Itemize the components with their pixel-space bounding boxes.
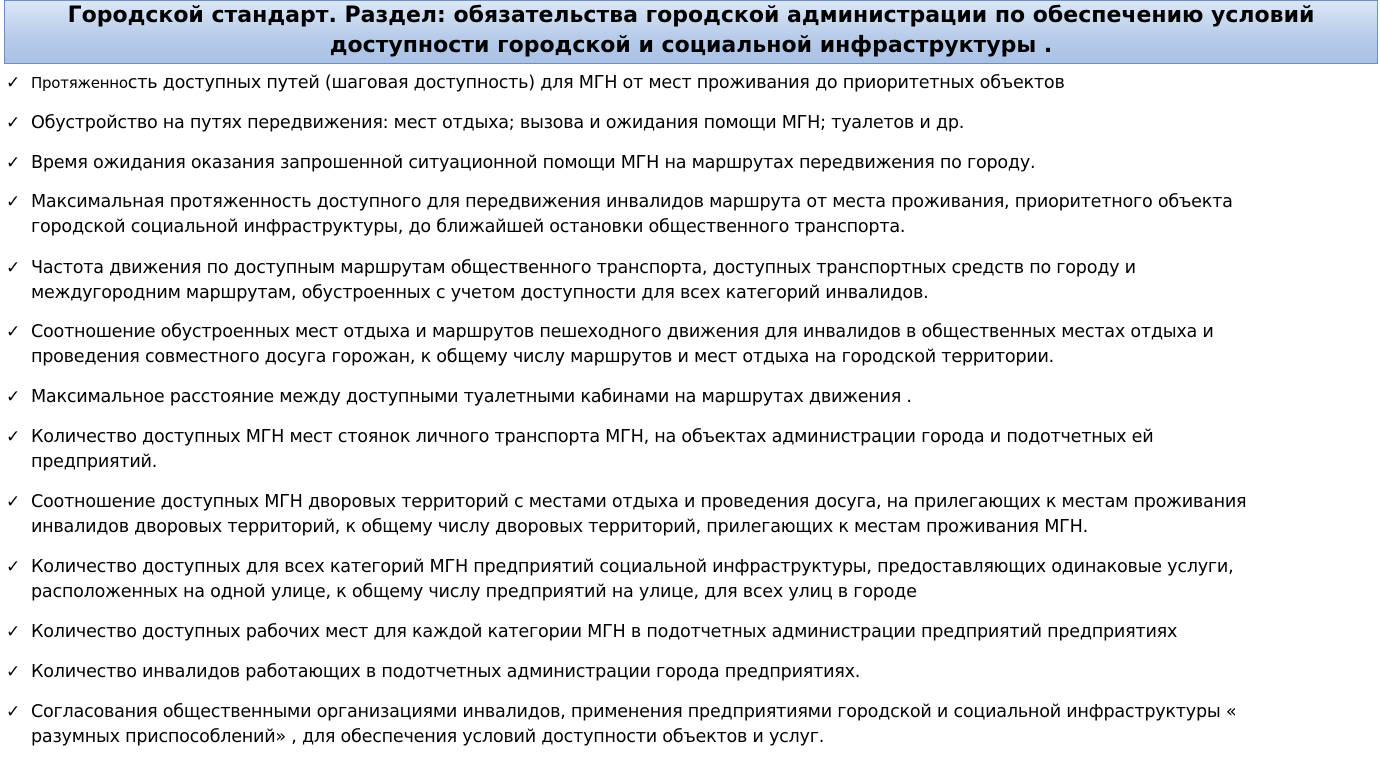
list-item-text: предприятий.	[31, 452, 158, 472]
title-banner	[4, 0, 1378, 64]
checkmark-icon: ✓	[6, 113, 21, 133]
list-item-text: Количество доступных рабочих мест для каждой категории МГН в подотчетных администрации предприятий предприятиях	[31, 622, 1178, 642]
list-item-text: Обустройство на путях передвижения: мест отдыха; вызова и ожидания помощи МГН; туалетов и др.	[31, 113, 965, 133]
checkmark-icon: ✓	[6, 557, 21, 577]
list-item-text: Соотношение обустроенных мест отдыха и маршрутов пешеходного движения для инвалидов в общественных местах отдыха и	[31, 322, 1214, 342]
list-item-text-line	[31, 580, 917, 605]
checkmark-icon: ✓	[6, 662, 21, 682]
list-item-text-line	[31, 281, 928, 306]
title-line-2: доступности городской и социальной инфраструктуры .	[329, 33, 1053, 58]
checkmark-icon: ✓	[6, 322, 21, 342]
checkmark-icon: ✓	[6, 427, 21, 447]
checkmark-icon: ✓	[6, 702, 21, 722]
list-item-text-line	[31, 190, 1233, 215]
checkmark-icon: ✓	[6, 192, 21, 212]
list-item-text-line	[31, 490, 1246, 515]
list-item-text-line	[31, 425, 1153, 450]
list-item-text-line	[31, 256, 1136, 281]
checkmark-icon: ✓	[6, 622, 21, 642]
list-item-text: расположенных на одной улице, к общему числу предприятий на улице, для всех улиц в городе	[31, 582, 917, 602]
list-item-text-line	[31, 620, 1177, 645]
checkmark-icon: ✓	[6, 258, 21, 278]
list-item-text: Количество доступных МГН мест стоянок личного транспорта МГН, на объектах администрации города и подотчетных ей	[31, 427, 1154, 447]
list-item-text-line	[31, 555, 1233, 580]
list-item-text-line	[31, 700, 1236, 725]
list-item-text-line	[31, 385, 912, 410]
list-item-text: Время ожидания оказания запрошенной ситуационной помощи МГН на маршрутах передвижения по городу.	[31, 153, 1036, 173]
list-item-text: Соотношение доступных МГН дворовых территорий с местами отдыха и проведения досуга, на прилегающих к местам проживания	[31, 492, 1247, 512]
list-item-text: городской социальной инфраструктуры, до ближайшей остановки общественного транспорта.	[31, 217, 906, 237]
list-item-text: проведения совместного досуга горожан, к общему числу маршрутов и мест отдыха на городской территории.	[31, 347, 1054, 367]
list-item-text: Количество доступных для всех категорий МГН предприятий социальной инфраструктуры, предоставляющих одинаковые услуги,	[31, 557, 1234, 577]
list-item-text: Согласования общественными организациями инвалидов, применения предприятиями городской и социальной инфраструктуры «	[31, 702, 1237, 722]
list-item-text: Максимальная протяженность доступного для передвижения инвалидов маршрута от места проживания, приоритетного объекта	[31, 192, 1233, 212]
list-item-text-line	[31, 345, 1054, 370]
list-item-text: разумных приспособлений» , для обеспечения условий доступности объектов и услуг.	[31, 727, 825, 747]
checkmark-icon: ✓	[6, 73, 21, 93]
list-item-text: инвалидов дворовых территорий, к общему числу дворовых территорий, прилегающих к местам проживания МГН.	[31, 517, 1088, 537]
checkmark-icon: ✓	[6, 153, 21, 173]
list-item-text-line	[31, 151, 1035, 176]
list-item-text-line	[31, 215, 905, 240]
list-item-text: Количество инвалидов работающих в подотчетных администрации города предприятиях.	[31, 662, 861, 682]
list-item-text: Частота движения по доступным маршрутам общественного транспорта, доступных транспортных средств по городу и	[31, 258, 1136, 278]
list-item-text-line	[31, 515, 1088, 540]
title-line-1: Городской стандарт. Раздел: обязательства городской администрации по обеспечению условий	[67, 3, 1315, 28]
list-item-text-line	[31, 450, 157, 475]
checkmark-icon: ✓	[6, 387, 21, 407]
list-item-text-line	[31, 660, 860, 685]
list-item-text-line	[31, 320, 1214, 345]
list-item-text: сть доступных путей (шаговая доступность) для МГН от мест проживания до приоритетных объектов	[127, 73, 1065, 93]
list-item-text-line	[31, 725, 824, 750]
list-item-text-line	[31, 71, 1065, 96]
list-item-text-prefix: Протяженно	[31, 74, 128, 92]
checkmark-icon: ✓	[6, 492, 21, 512]
list-item-text: междугородним маршрутам, обустроенных с учетом доступности для всех категорий инвалидов.	[31, 283, 929, 303]
list-item-text: Максимальное расстояние между доступными туалетными кабинами на маршрутах движения .	[31, 387, 912, 407]
list-item-text-line	[31, 111, 964, 136]
